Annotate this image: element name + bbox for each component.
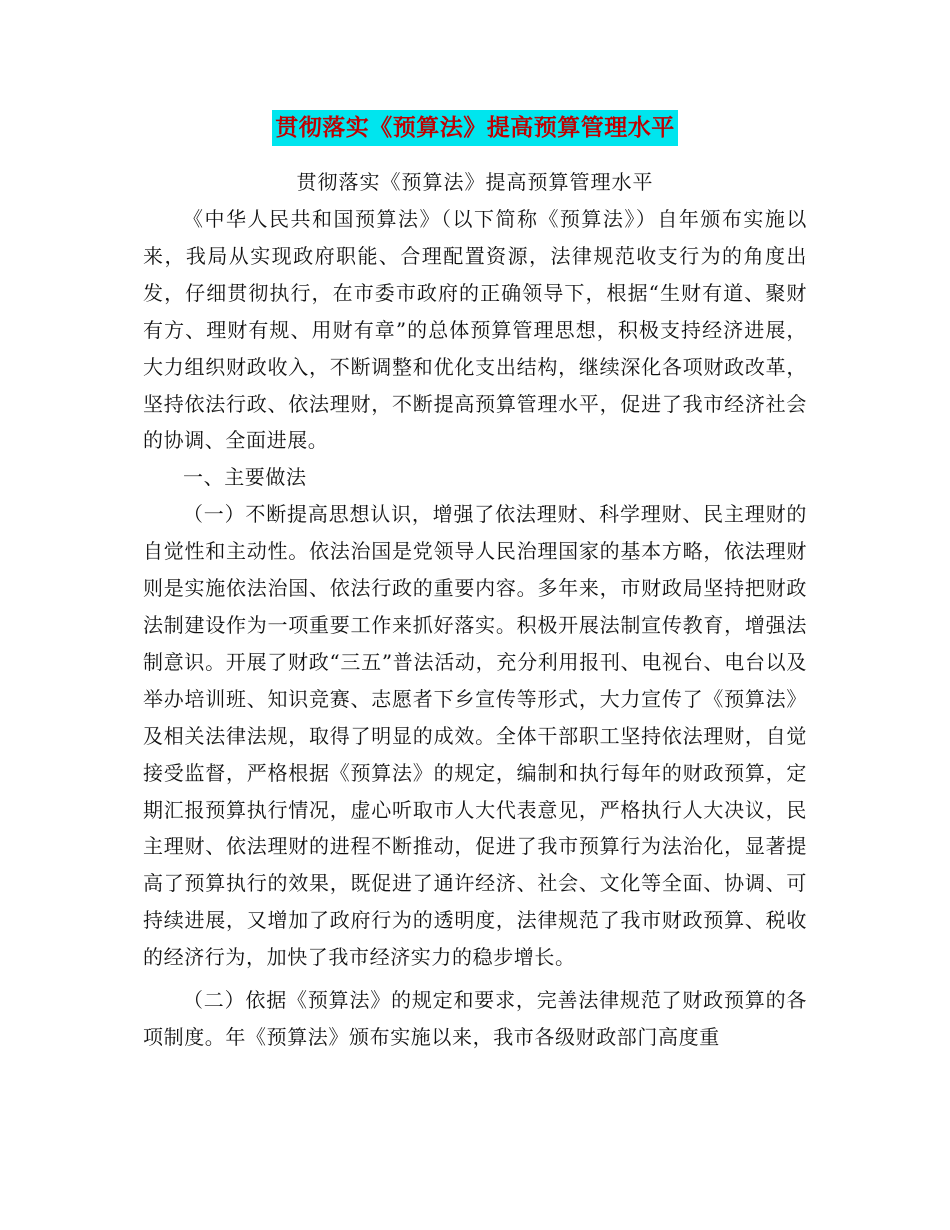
paragraph-point-2: （二）依据《预算法》的规定和要求，完善法律规范了财政预算的各项制度。年《预算法》颁布实施以来，我市各级财政部门高度重 (143, 988, 807, 1049)
document-body (143, 201, 807, 1056)
document-title-text: 贯彻落实《预算法》提高预算管理水平 (272, 110, 678, 146)
document-title (0, 110, 950, 148)
paragraph-intro: 《中华人民共和国预算法》（以下简称《预算法》）自年颁布实施以来，我局从实现政府职能、合理配置资源，法律规范收支行为的角度出发，仔细贯彻执行，在市委市政府的正确领导下，根据“生财有道、聚财有方、理财有规、用财有章”的总体预算管理思想，积极支持经济进展，大力组织财政收入，不断调整和优化支出结构，继续深化各项财政改革，坚持依法行政、依法理财，不断提高预算管理水平，促进了我市经济社会的协调、全面进展。 (143, 207, 807, 453)
document-subtitle: 贯彻落实《预算法》提高预算管理水平 (296, 170, 654, 194)
section-heading-main-practices: 一、主要做法 (183, 465, 307, 490)
paragraph-point-1: （一）不断提高思想认识，增强了依法理财、科学理财、民主理财的自觉性和主动性。依法治国是党领导人民治理国家的基本方略，依法理财则是实施依法治国、依法行政的重要内容。多年来，市财政局坚持把财政法制建设作为一项重要工作来抓好落实。积极开展法制宣传教育，增强法制意识。开展了财政“三五”普法活动，充分利用报刊、电视台、电台以及举办培训班、知识竞赛、志愿者下乡宣传等形式，大力宣传了《预算法》及相关法律法规，取得了明显的成效。全体干部职工坚持依法理财，自觉接受监督，严格根据《预算法》的规定，编制和执行每年的财政预算，定期汇报预算执行情况，虚心听取市人大代表意见，严格执行人大决议，民主理财、依法理财的进程不断推动，促进了我市预算行为法治化，显著提高了预算执行的效果，既促进了通许经济、社会、文化等全面、协调、可持续进展，又增加了政府行为的透明度，法律规范了我市财政预算、税收的经济行为，加快了我市经济实力的稳步增长。 (143, 502, 807, 970)
